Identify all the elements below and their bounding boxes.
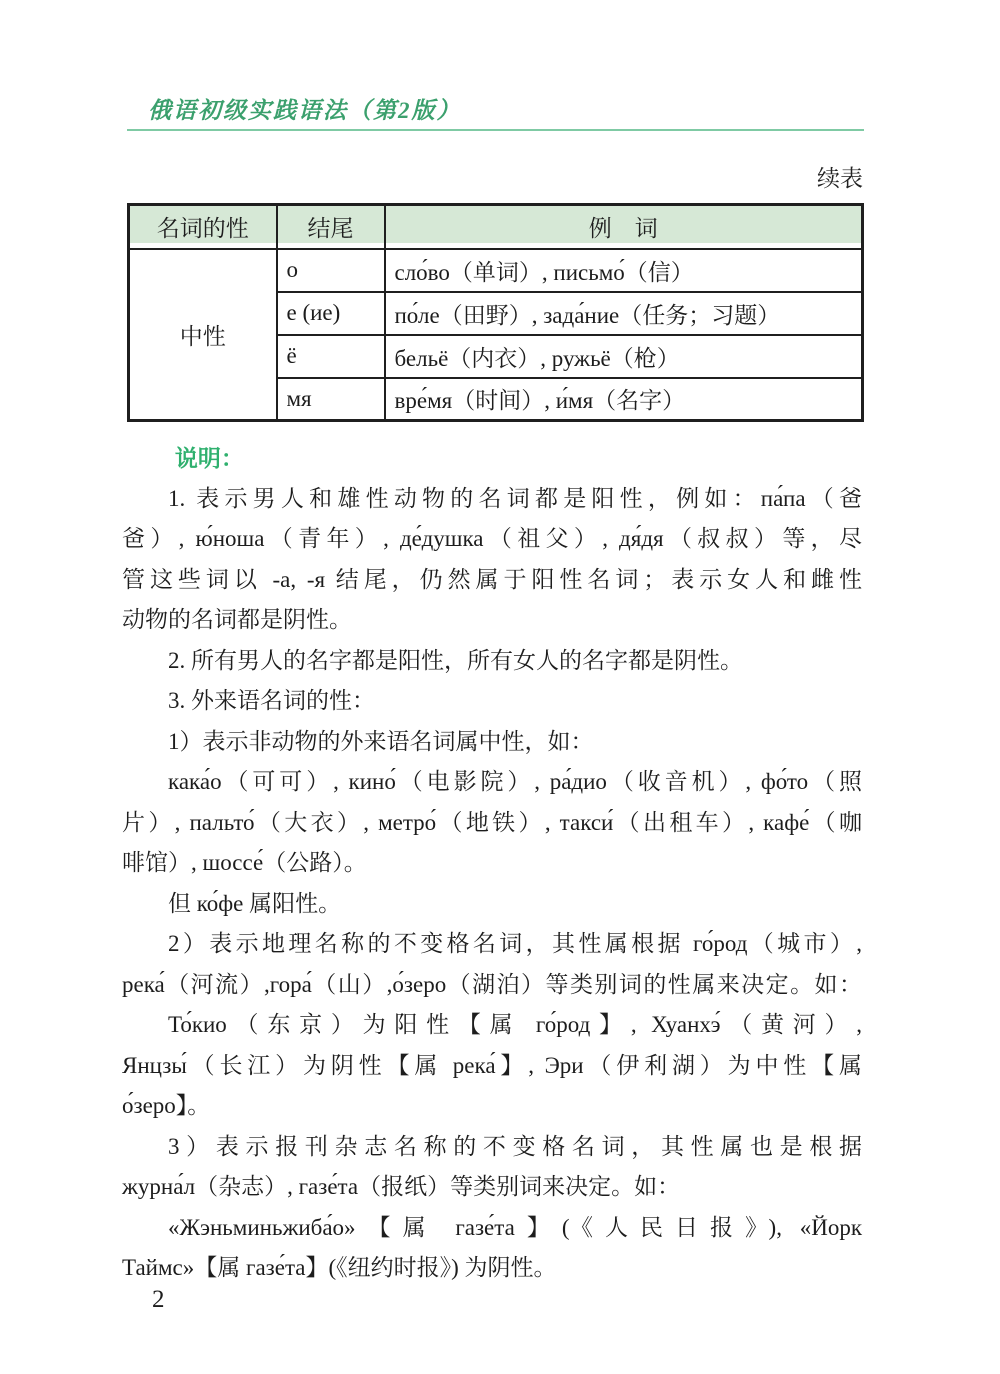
text-line: 爸）, ю́ноша（青年）, де́душка（祖父）, дя́дя（叔叔）等，尽 xyxy=(122,526,862,551)
continued-table-label: 续表 xyxy=(817,166,863,191)
text-line: 1. 表示男人和雄性动物的名词都是阳性，例如：па́па（爸 xyxy=(168,485,862,511)
gender-cell: 中性 xyxy=(129,249,277,421)
text-line: 片）, пальто́（大衣）, метро́（地铁）, такси́（出租车）, кафе́（咖 xyxy=(122,809,862,835)
notes-body xyxy=(122,479,862,1289)
examples-cell: бельё（内衣）, ружьё（枪） xyxy=(385,335,863,378)
text-line: 动物的名词都是阴性。 xyxy=(122,607,352,632)
text-line: кака́о（可可）, кино́（电影院）, ра́дио（收音机）, фо́то（照 xyxy=(168,769,862,794)
page-number: 2 xyxy=(152,1286,165,1313)
text-line: 但 ко́фе 属阳性。 xyxy=(168,890,342,916)
running-header: 俄语初级实践语法（第2版） xyxy=(148,98,462,123)
col-header-gender: 名词的性 xyxy=(129,205,277,249)
ending-cell: ё xyxy=(277,335,385,378)
text-line: 管这些词以 -а, -я 结尾，仍然属于阳性名词；表示女人和雌性 xyxy=(122,566,862,592)
text-line: 1）表示非动物的外来语名词属中性，如： xyxy=(168,728,594,754)
text-line: Таймс»【属 газе́та】(《纽约时报》) 为阴性。 xyxy=(122,1255,557,1280)
text-line: 2）表示地理名称的不变格名词，其性属根据 го́род（城市）, xyxy=(168,931,862,956)
text-line: 3）表示报刊杂志名称的不变格名词，其性属也是根据 xyxy=(168,1133,862,1159)
text-line: То́кио（东京）为阳性【属 го́род】, Хуанхэ́（黄河）, xyxy=(168,1012,862,1037)
examples-cell: вре́мя（时间）, и́мя（名字） xyxy=(385,378,863,421)
text-line: 啡馆）, шоссе́（公路）。 xyxy=(122,850,367,875)
text-line: о́зеро】。 xyxy=(122,1093,211,1118)
notes-heading: 说明： xyxy=(174,445,244,471)
text-line: река́（河流）,гора́（山）,о́зеро（湖泊）等类别词的性属来决定。如： xyxy=(122,971,862,997)
notes-section xyxy=(122,438,862,1289)
noun-gender-table xyxy=(127,203,864,422)
table-body xyxy=(129,249,863,421)
text-line: 2. 所有男人的名字都是阳性，所有女人的名字都是阴性。 xyxy=(168,647,743,673)
text-line: Янцзы́（长江）为阴性【属 река́】, Эри（伊利湖）为中性【属 xyxy=(122,1052,862,1078)
col-header-ending: 结尾 xyxy=(277,205,385,249)
text-line: 3. 外来语名词的性： xyxy=(168,688,375,713)
header-rule xyxy=(127,129,864,131)
table-header-row xyxy=(129,205,863,249)
table-row xyxy=(129,249,863,292)
text-line: журна́л（杂志）, газе́та（报纸）等类别词来决定。如： xyxy=(122,1174,681,1199)
ending-cell: мя xyxy=(277,378,385,421)
col-header-examples: 例 词 xyxy=(385,205,863,249)
text-line: «Жэньминьжиба́о»【属 газе́та】(《人民日报》), «Йорк xyxy=(168,1214,862,1240)
ending-cell: е (ие) xyxy=(277,292,385,335)
examples-cell: по́ле（田野）, зада́ние（任务；习题） xyxy=(385,292,863,335)
examples-cell: сло́во（单词）, письмо́（信） xyxy=(385,249,863,292)
ending-cell: о xyxy=(277,249,385,292)
